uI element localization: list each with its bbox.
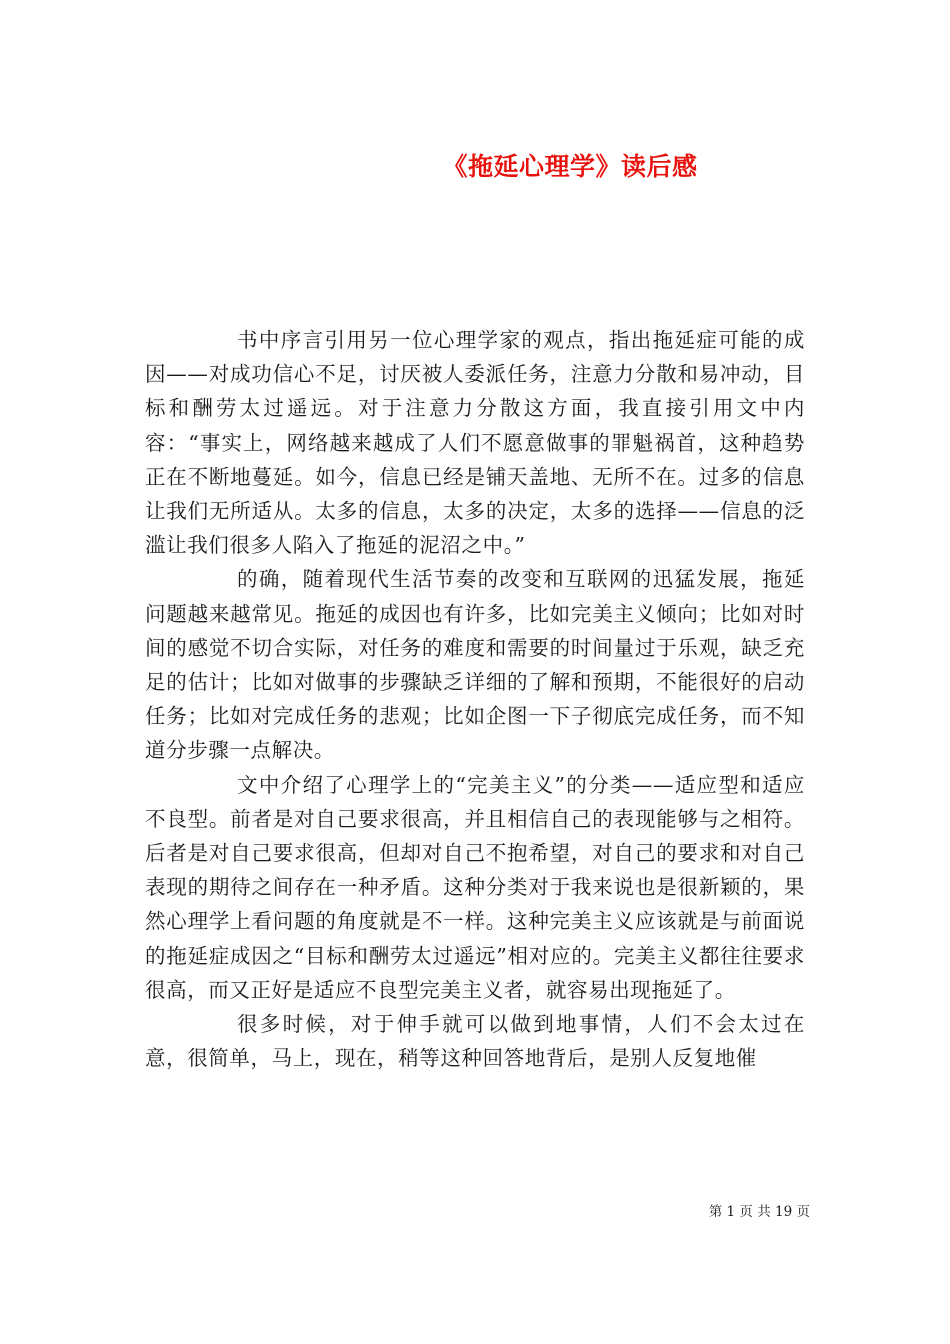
paragraph: 的确，随着现代生活节奏的改变和互联网的迅猛发展，拖延问题越来越常见。拖延的成因也有许多，比如完美主义倾向；比如对时间的感觉不切合实际，对任务的难度和需要的时间量过于乐观，缺乏充足的估计；比如对做事的步骤缺乏详细的了解和预期，不能很好的启动任务；比如对完成任务的悲观；比如企图一下子彻底完成任务，而不知道分步骤一点解决。 — [145, 567, 805, 763]
document-title: 《拖延心理学》读后感 — [442, 151, 698, 181]
paragraph: 书中序言引用另一位心理学家的观点，指出拖延症可能的成因——对成功信心不足，讨厌被人委派任务，注意力分散和易冲动，目标和酬劳太过遥远。对于注意力分散这方面，我直接引用文中内容：“事实上，网络越来越成了人们不愿意做事的罪魁祸首，这种趋势正在不断地蔓延。如今，信息已经是铺天盖地、无所不在。过多的信息让我们无所适从。太多的信息，太多的决定，太多的选择——信息的泛滥让我们很多人陷入了拖延的泥沼之中。” — [145, 328, 805, 558]
paragraph: 很多时候，对于伸手就可以做到地事情，人们不会太过在意，很简单，马上，现在，稍等这种回答地背后，是别人反复地催 — [145, 1012, 805, 1071]
paragraph: 文中介绍了心理学上的“完美主义”的分类——适应型和适应不良型。前者是对自己要求很高，并且相信自己的表现能够与之相符。后者是对自己要求很高，但却对自己不抱希望，对自己的要求和对自己表现的期待之间存在一种矛盾。这种分类对于我来说也是很新颖的，果然心理学上看问题的角度就是不一样。这种完美主义应该就是与前面说的拖延症成因之“目标和酬劳太过遥远”相对应的。完美主义都往往要求很高，而又正好是适应不良型完美主义者，就容易出现拖延了。 — [145, 772, 805, 1002]
document-body — [145, 323, 805, 1075]
page-number-footer: 第 1 页 共 19 页 — [708, 1204, 810, 1220]
